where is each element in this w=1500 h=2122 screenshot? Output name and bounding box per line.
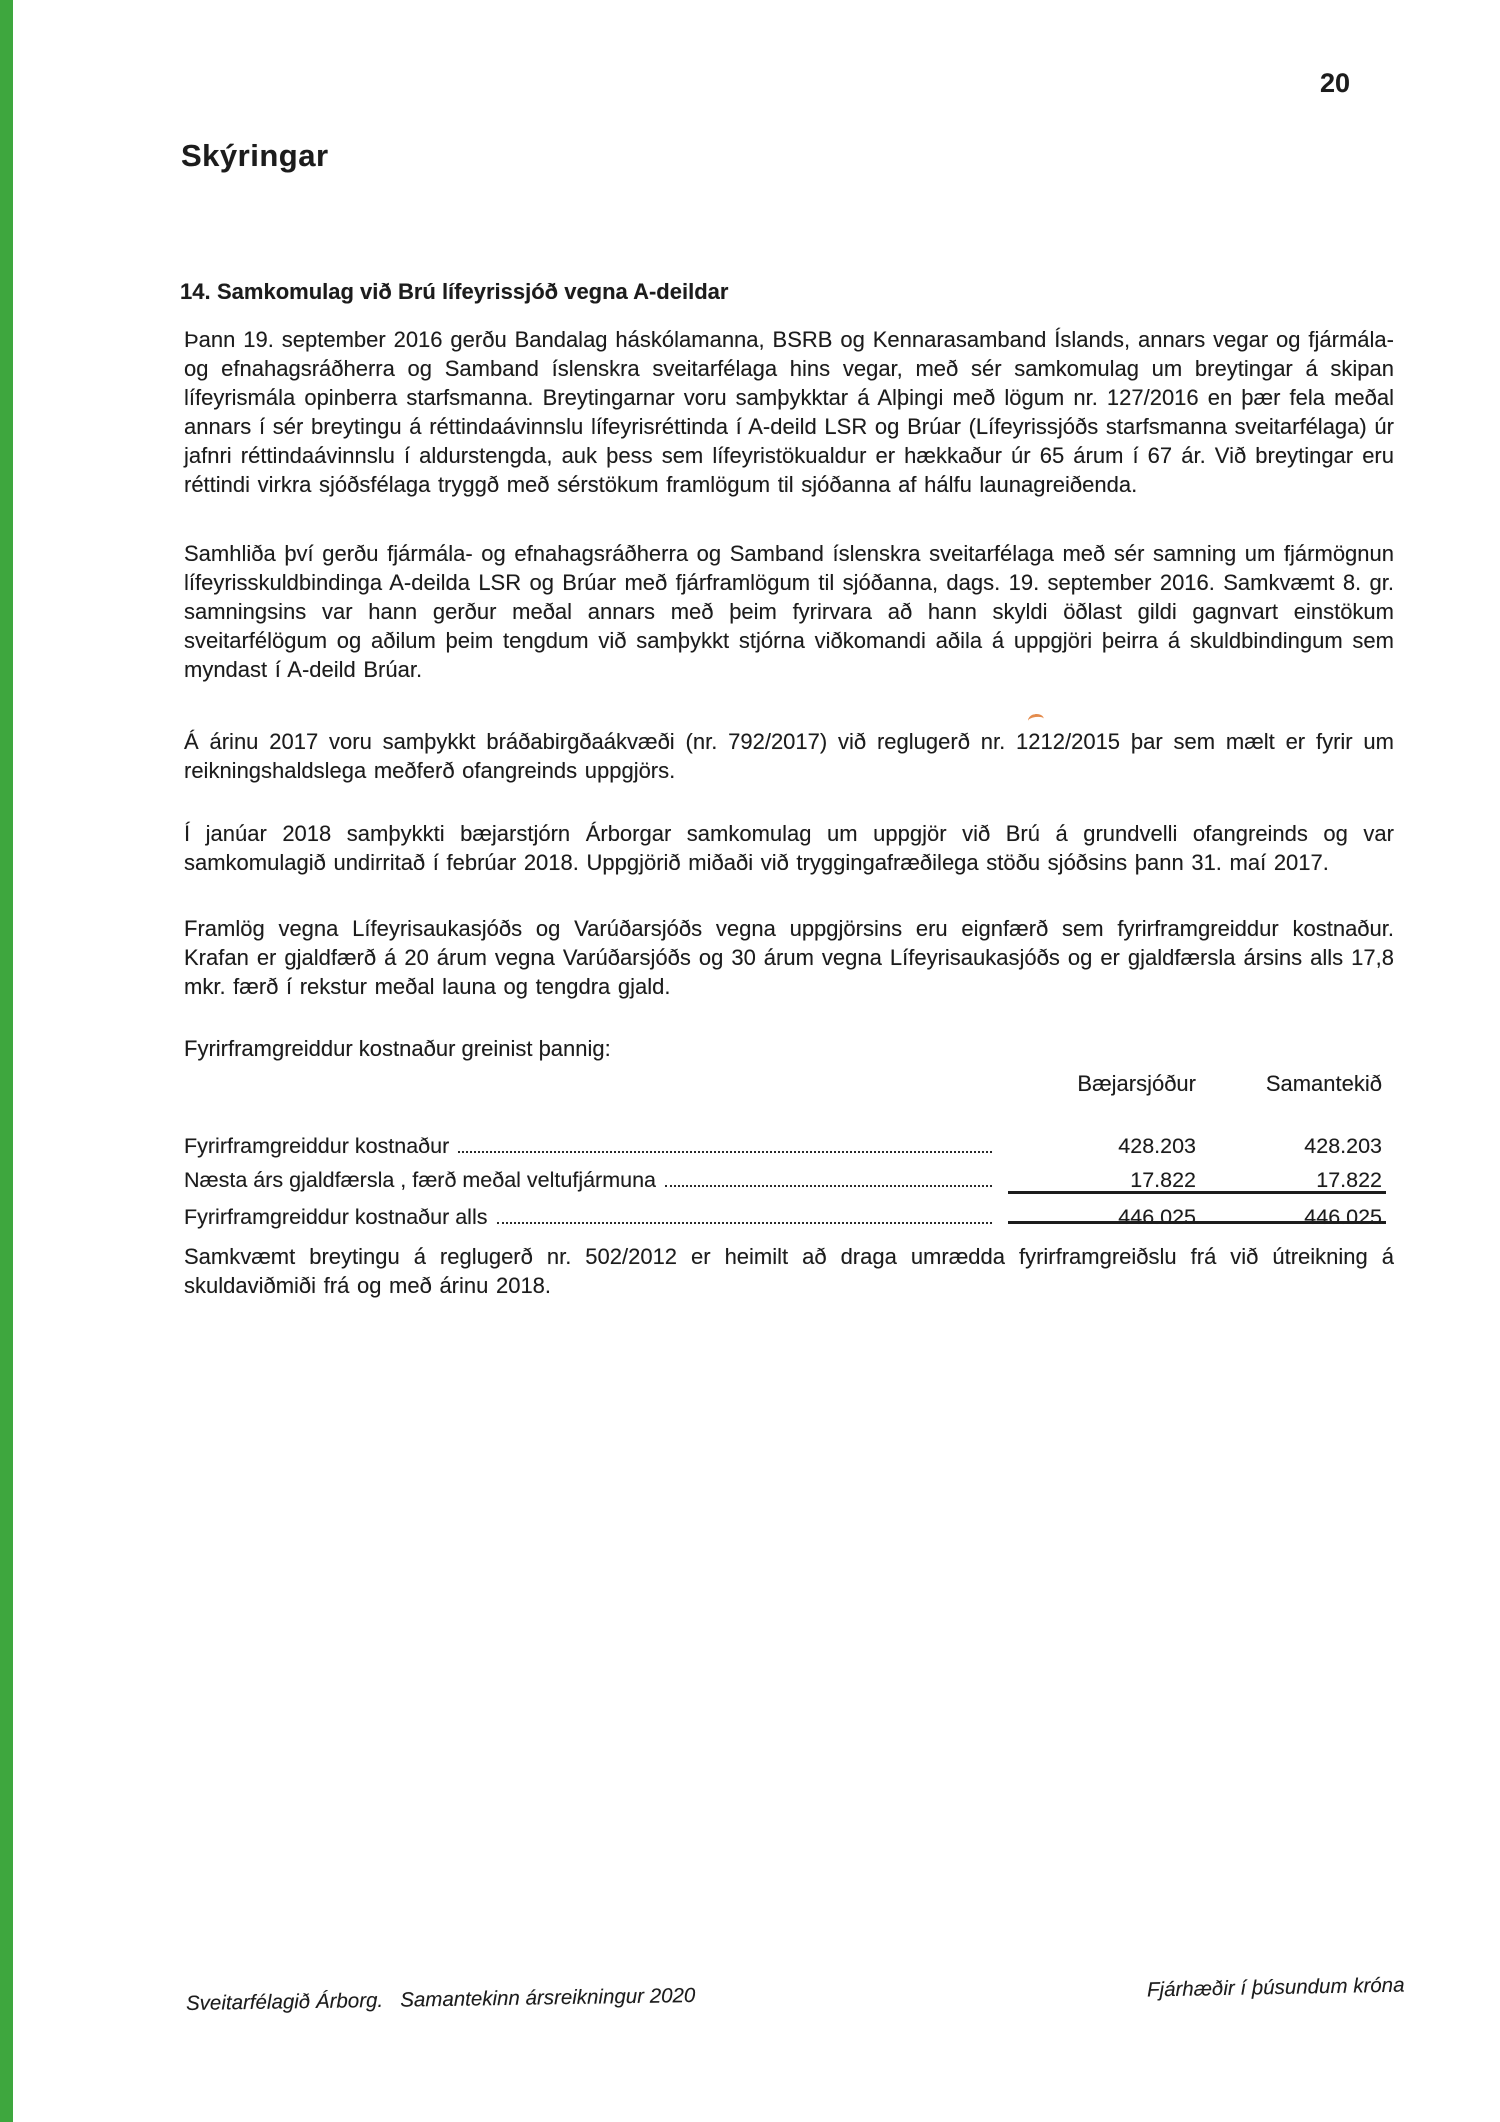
table-row — [184, 1129, 1382, 1160]
page-title: Skýringar — [181, 138, 329, 173]
paragraph-6: Samkvæmt breytingu á reglugerð nr. 502/2012 er heimilt að draga umrædda fyrirframgreiðslu frá við útreikning á skuldaviðmiði frá og með árinu 2018. — [184, 1244, 1394, 1298]
paragraph-1: Þann 19. september 2016 gerðu Bandalag háskólamanna, BSRB og Kennarasamband Íslands, annars vegar og fjármála- og efnahagsráðherra og Samband íslenskra sveitarfélaga hins vegar, með sér samkomulag um breytingar á skipan lífeyrismála opinberra starfsmanna. Breytingarnar voru samþykktar á Alþingi með lögum nr. 127/2016 en þær fela meðal annars í sér breytingu á réttindaávinnslu lífeyrisréttinda í A-deild LSR og Brúar (Lífeyrissjóðs starfsmanna sveitarfélaga) úr jafnri réttindaávinnslu í aldurstengda, auk þess sem lífeyristökualdur er hækkaður úr 65 árum í 67 ár. Við breytingar eru réttindi virkra sjóðsfélaga tryggð með sérstökum framlögum til sjóðanna af hálfu launagreiðenda. — [184, 327, 1394, 497]
table-header-row — [184, 1071, 1382, 1097]
row-value-baejarsjodur: 428.203 — [1118, 1133, 1196, 1158]
note-number: 14. — [180, 279, 211, 304]
table-intro: Fyrirframgreiddur kostnaður greinist þannig: — [184, 1036, 611, 1061]
paragraph-2: Samhliða því gerðu fjármála- og efnahagsráðherra og Samband íslenskra sveitarfélaga með sér samning um fjármögnun lífeyrisskuldbindinga A-deilda LSR og Brúar með fjárframlögum til sjóðanna, dags. 19. september 2016. Samkvæmt 8. gr. samningsins var hann gerður meðal annars með þeim fyrirvara að hann skyldi öðlast gildi gagnvart einstökum sveitarfélögum og aðilum þeim tengdum við samþykkt stjórna viðkomandi aðila á uppgjöri þeirra á skuldbindingum sem myndast í A-deild Brúar. — [184, 541, 1394, 682]
column-header-baejarsjodur: Bæjarsjóður — [1077, 1071, 1196, 1096]
row-value-baejarsjodur: 17.822 — [1130, 1167, 1196, 1192]
dotted-leader — [665, 1163, 992, 1187]
table-row — [184, 1163, 1382, 1194]
total-rule — [1008, 1221, 1386, 1224]
paragraph-4: Í janúar 2018 samþykkti bæjarstjórn Árborgar samkomulag um uppgjör við Brú á grundvelli ofangreinds og var samkomulagið undirritað í febrúar 2018. Uppgjörið miðaði við tryggingafræðilega stöðu sjóðsins þann 31. maí 2017. — [184, 821, 1394, 875]
paragraph-3: Á árinu 2017 voru samþykkt bráðabirgðaákvæði (nr. 792/2017) við reglugerð nr. 1212/2015 þar sem mælt er fyrir um reikningshaldslega meðferð ofangreinds uppgjörs. — [184, 729, 1394, 783]
note-heading-text: Samkomulag við Brú lífeyrissjóð vegna A-deildar — [217, 279, 729, 304]
footer-left: Sveitarfélagið Árborg. Samantekinn ársreikningur 2020 — [185, 1984, 696, 2015]
row-label: Fyrirframgreiddur kostnaður — [184, 1133, 450, 1158]
row-label: Fyrirframgreiddur kostnaður alls — [184, 1204, 488, 1229]
row-value-samantekid: 446.025 — [1304, 1204, 1382, 1229]
table-header-spacer — [184, 1071, 996, 1097]
subtotal-rule — [1008, 1191, 1386, 1194]
column-header-samantekid: Samantekið — [1265, 1071, 1382, 1096]
dotted-leader — [497, 1200, 993, 1224]
footer-right: Fjárhæðir í þúsundum króna — [1147, 1973, 1406, 2002]
row-value-samantekid: 17.822 — [1316, 1167, 1382, 1192]
page-number: 20 — [1320, 68, 1351, 98]
note-heading — [180, 279, 728, 305]
row-label: Næsta árs gjaldfærsla , færð meðal veltufjármuna — [184, 1167, 656, 1192]
scan-edge-strip — [0, 0, 13, 2122]
row-value-baejarsjodur: 446.025 — [1118, 1204, 1196, 1229]
scan-mark — [1027, 713, 1045, 727]
dotted-leader — [458, 1129, 992, 1153]
row-value-samantekid: 428.203 — [1304, 1133, 1382, 1158]
table-row-total — [184, 1200, 1382, 1231]
paragraph-5: Framlög vegna Lífeyrisaukasjóðs og Varúðarsjóðs vegna uppgjörsins eru eignfærð sem fyrirframgreiddur kostnaður. Krafan er gjaldfærð á 20 árum vegna Varúðarsjóðs og 30 árum vegna Lífeyrisaukasjóðs og er gjaldfærsla ársins alls 17,8 mkr. færð í rekstur meðal launa og tengdra gjald. — [184, 916, 1394, 999]
